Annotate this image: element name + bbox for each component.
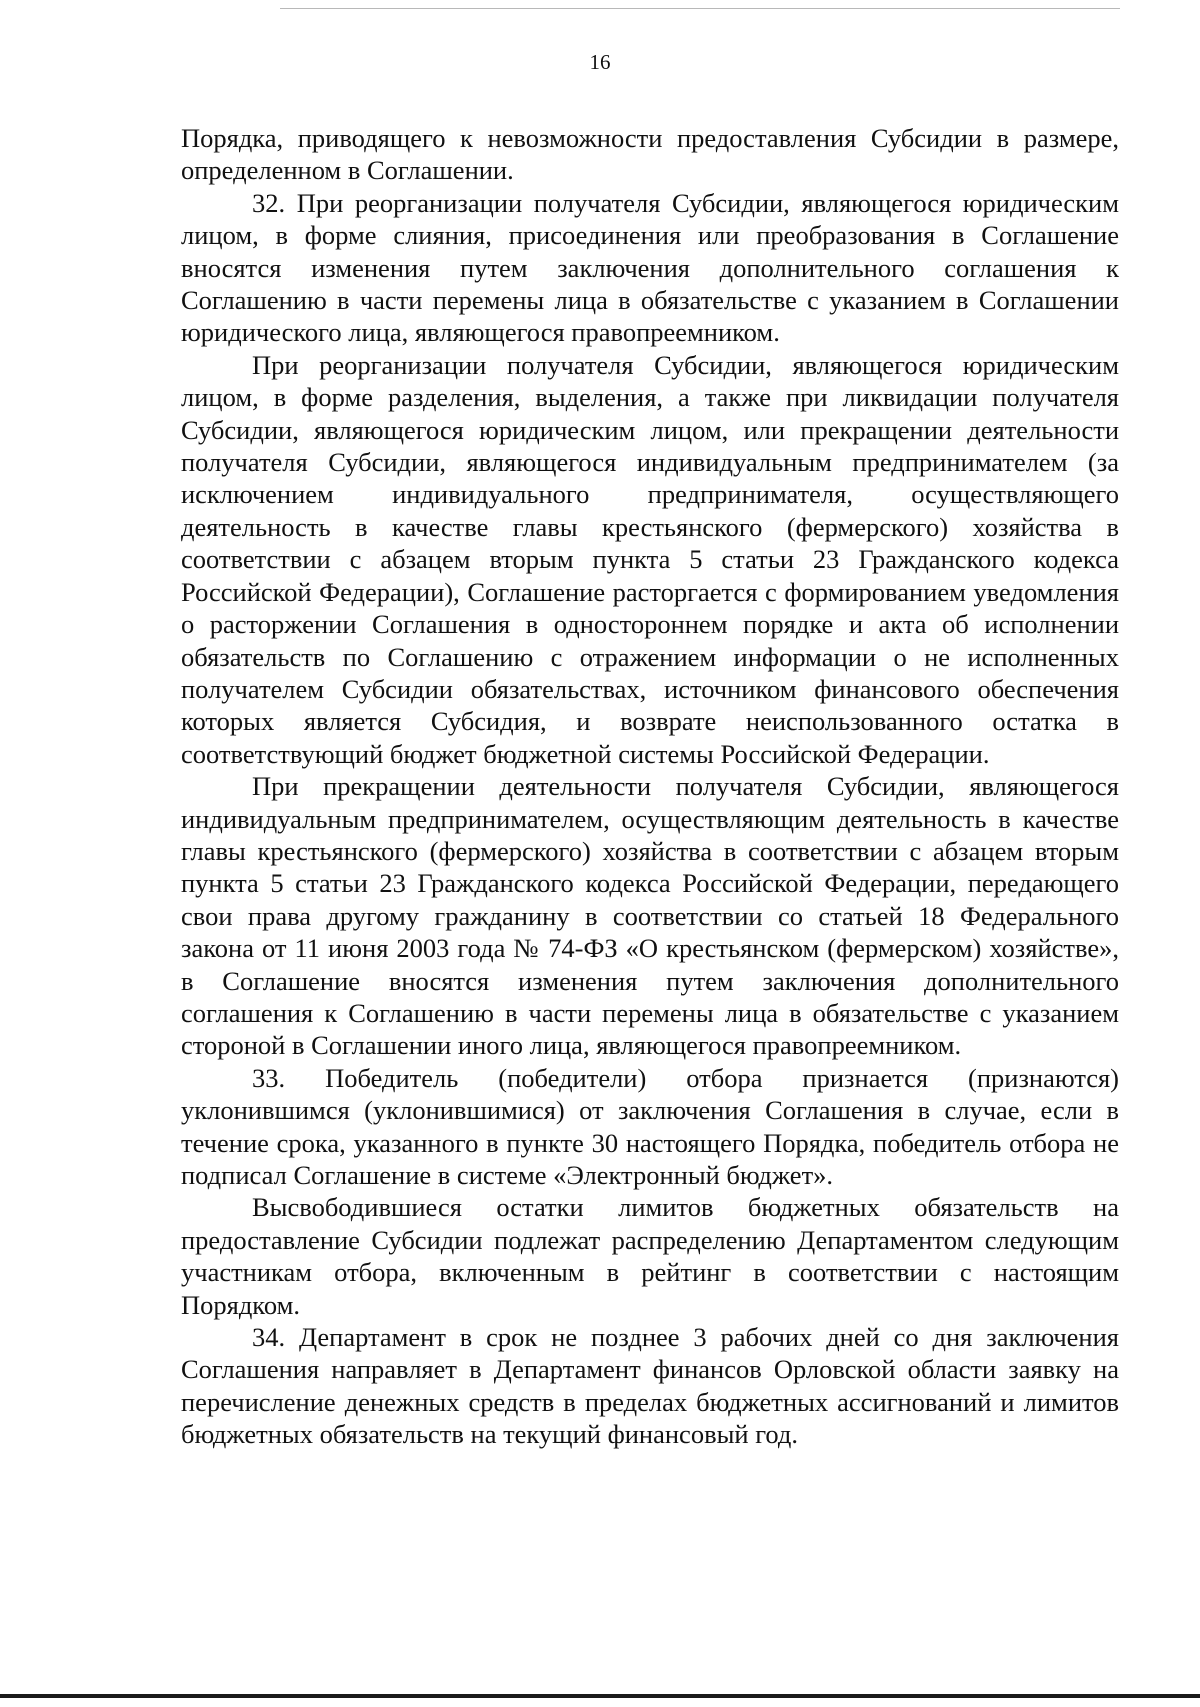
paragraph-continuation: Порядка, приводящего к невозможности предоставления Субсидии в размере, определенном в Соглашении. — [181, 123, 1119, 186]
paragraph-32: 32. При реорганизации получателя Субсидии, являющегося юридическим лицом, в форме слияния, присоединения или преобразования в Соглашение вносятся изменения путем заключения дополнительного соглашения к Соглашению в части перемены лица в обязательстве с указанием в Соглашении юридического лица, являющегося правопреемником. — [181, 187, 1119, 348]
page-number: 16 — [589, 50, 611, 74]
scan-edge-top — [280, 8, 1120, 9]
document-body — [181, 122, 1119, 1451]
paragraph-34: 34. Департамент в срок не позднее 3 рабочих дней со дня заключения Соглашения направляет в Департамент финансов Орловской области заявку на перечисление денежных средств в пределах бюджетных ассигнований и лимитов бюджетных обязательств на текущий финансовый год. — [181, 1322, 1119, 1450]
scan-edge-bottom — [0, 1694, 1200, 1698]
paragraph-33: 33. Победитель (победители) отбора признается (признаются) уклонившимся (уклонившимися) от заключения Соглашения в случае, если в течение срока, указанного в пункте 30 настоящего Порядка, победитель отбора не подписал Соглашение в системе «Электронный бюджет». — [181, 1062, 1119, 1190]
paragraph-33-remaining-limits: Высвободившиеся остатки лимитов бюджетных обязательств на предоставление Субсидии подлежат распределению Департаментом следующим участникам отбора, включенным в рейтинг в соответствии с настоящим Порядком. — [181, 1192, 1119, 1320]
paragraph-32-reorganization: При реорганизации получателя Субсидии, являющегося юридическим лицом, в форме разделения, выделения, а также при ликвидации получателя Субсидии, являющегося юридическим лицом, или прекращении деятельности получателя Субсидии, являющегося индивидуальным предпринимателем (за исключением индивидуального предпринимателя, осуществляющего деятельность в качестве главы крестьянского (фермерского) хозяйства в соответствии с абзацем вторым пункта 5 статьи 23 Гражданского кодекса Российской Федерации), Соглашение расторгается с формированием уведомления о расторжении Соглашения в одностороннем порядке и акта об исполнении обязательств по Соглашению с отражением информации о не исполненных получателем Субсидии обязательствах, источником финансового обеспечения которых является Субсидия, и возврате неиспользованного остатка в соответствующий бюджет бюджетной системы Российской Федерации. — [181, 349, 1119, 769]
paragraph-32-farm-termination: При прекращении деятельности получателя Субсидии, являющегося индивидуальным предпринимателем, осуществляющим деятельность в качестве главы крестьянского (фермерского) хозяйства в соответствии с абзацем вторым пункта 5 статьи 23 Гражданского кодекса Российской Федерации, передающего свои права другому гражданину в соответствии со статьей 18 Федерального закона от 11 июня 2003 года № 74-ФЗ «О крестьянском (фермерском) хозяйстве», в Соглашение вносятся изменения путем заключения дополнительного соглашения к Соглашению в части перемены лица в обязательстве с указанием стороной в Соглашении иного лица, являющегося правопреемником. — [181, 771, 1119, 1061]
